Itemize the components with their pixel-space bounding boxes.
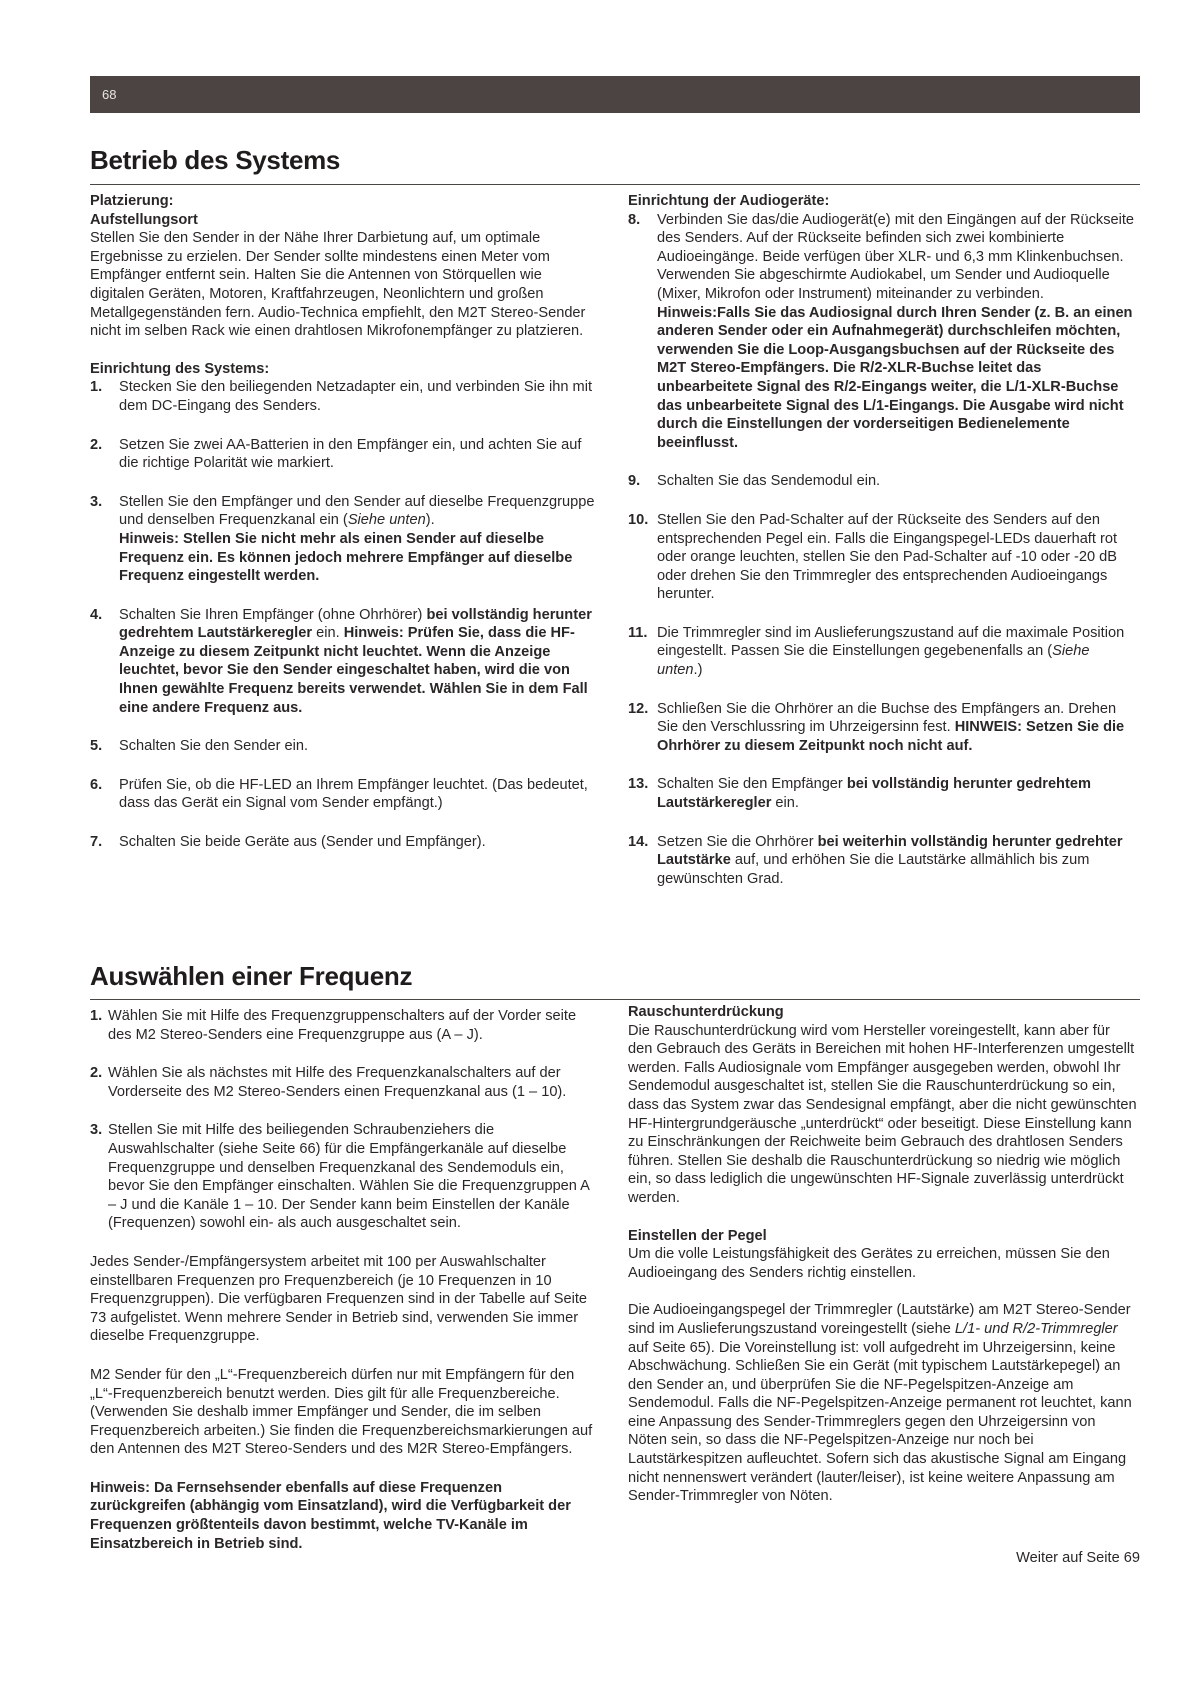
system-heading: Einrichtung des Systems:	[90, 360, 270, 377]
list-number: 6.	[90, 776, 103, 793]
list-item	[90, 833, 600, 852]
section-rule	[90, 184, 1140, 185]
list-text: Die Trimmregler sind im Auslieferungszustand auf die maximale Position eingestellt. Passen Sie die Einstellungen gegebenenfalls an (Siehe unten.)	[657, 624, 1125, 679]
list-text: Schalten Sie den Sender ein.	[119, 738, 309, 755]
list-item	[90, 1121, 600, 1233]
list-text: Schalten Sie beide Geräte aus (Sender und Empfänger).	[119, 834, 486, 851]
continued-note: Weiter auf Seite 69	[1016, 1550, 1140, 1566]
list-item	[90, 606, 600, 718]
paragraph: M2 Sender für den „L“-Frequenzbereich dürfen nur mit Empfängern für den „L“-Frequenzbereich benutzt werden. Dies gilt für alle Frequenzbereiche. (Verwenden Sie deshalb immer Empfänger und Sender, die im selben Frequenzbereich arbeiten.) Sie finden die Frequenzbereichsmarkierungen auf den Antennen des M2T Stereo-Senders und des M2R Stereo-Empfängers.	[90, 1366, 593, 1458]
paragraph: Jedes Sender-/Empfängersystem arbeitet mit 100 per Auswahlschalter einstellbaren Frequenzen pro Frequenzbereich (je 10 Frequenzen in 10 Frequenzgruppen). Die verfügbaren Frequenzen sind in der Tabelle auf Seite 73 aufgelistet. Wenn mehrere Sender in Betrieb sind, verwenden Sie immer dieselbe Frequenzgruppe.	[90, 1253, 588, 1345]
page-header-bar	[90, 76, 1140, 113]
section-title-betrieb: Betrieb des Systems	[90, 145, 341, 175]
list-item	[90, 1007, 600, 1044]
list-text: Stellen Sie den Empfänger und den Sender auf dieselbe Frequenzgruppe und denselben Frequenzkanal ein (Siehe unten).	[119, 493, 595, 529]
levels-text: Um die volle Leistungsfähigkeit des Gerätes zu erreichen, müssen Sie den Audioeingang des Senders richtig einstellen.	[628, 1246, 1110, 1281]
section2-right-column	[628, 1003, 1138, 1506]
list-item	[90, 737, 600, 756]
list-item	[90, 776, 600, 813]
section2-left-column	[90, 1007, 600, 1553]
list-text: Wählen Sie mit Hilfe des Frequenzgruppenschalters auf der Vorder seite des M2 Stereo-Senders eine Frequenzgruppe aus (A – J).	[108, 1008, 577, 1043]
list-item	[90, 493, 600, 586]
list-number: 12.	[628, 700, 649, 717]
list-number: 14.	[628, 833, 649, 850]
list-number: 3.	[90, 1122, 103, 1139]
list-number: 13.	[628, 776, 649, 793]
list-text: Wählen Sie als nächstes mit Hilfe des Frequenzkanalschalters auf der Vorderseite des M2 Stereo-Senders einen Frequenzkanal aus (1 – 10).	[108, 1065, 567, 1100]
list-text: Verbinden Sie das/die Audiogerät(e) mit den Eingängen auf der Rückseite des Senders. Auf der Rückseite befinden sich zwei kombinierte Audioeingänge. Beide verfügen über XLR- und 6,3 mm Klinkenbuchsen. Verwenden Sie abgeschirmte Audiokabel, um Sender und Audioquelle (Mixer, Mikrofon oder Instrument) miteinander zu verbinden. Hinweis:Falls Sie das Audiosignal durch Ihren Sender (z. B. an einen anderen Sender oder ein Aufnahmegerät) durchschleifen möchten, verwenden Sie die Loop-Ausgangsbuchsen auf der Rückseite des M2T Stereo-Empfängers. Die R/2-XLR-Buchse leitet das unbearbeitete Signal des R/2-Eingangs weiter, die L/1-XLR-Buchse das unbearbeitete Signal des L/1-Eingangs. Die Ausgabe wird nicht durch die Einstellungen der vorderseitigen Bedienelemente beeinflusst.	[657, 211, 1135, 451]
list-number: 5.	[90, 738, 103, 755]
list-text: Setzen Sie zwei AA-Batterien in den Empfänger ein, und achten Sie auf die richtige Polarität wie markiert.	[119, 436, 582, 472]
section1-right-column	[628, 192, 1138, 888]
list-item	[628, 211, 1138, 453]
list-text: Setzen Sie die Ohrhörer bei weiterhin vollständig herunter gedrehter Lautstärke auf, und erhöhen Sie die Lautstärke allmählich bis zum gewünschten Grad.	[657, 833, 1123, 887]
audio-heading: Einrichtung der Audiogeräte:	[628, 193, 830, 209]
list-number: 1.	[90, 379, 103, 396]
list-item	[628, 472, 1138, 491]
list-text: Schalten Sie Ihren Empfänger (ohne Ohrhörer) bei vollständig herunter gedrehtem Lautstärkeregler ein. Hinweis: Prüfen Sie, dass die HF-Anzeige zu diesem Zeitpunkt nicht leuchtet. Wenn die Anzeige leuchtet, bevor Sie den Sender eingeschaltet haben, wird die von Ihnen gewählte Frequenz bereits verwendet. Wählen Sie in dem Fall eine andere Frequenz aus.	[119, 606, 592, 716]
list-text: Prüfen Sie, ob die HF-LED an Ihrem Empfänger leuchtet. (Das bedeutet, dass das Gerät ein Signal vom Sender empfängt.)	[119, 776, 588, 812]
list-number: 7.	[90, 834, 103, 851]
list-number: 9.	[628, 473, 641, 490]
list-note: Hinweis: Stellen Sie nicht mehr als einen Sender auf dieselbe Frequenz ein. Es können jedoch mehrere Empfänger auf dieselbe Frequenz eingestellt werden.	[119, 530, 573, 585]
levels-heading: Einstellen der Pegel	[628, 1227, 767, 1244]
placement-subheading: Aufstellungsort	[90, 211, 198, 228]
list-text: Schließen Sie die Ohrhörer an die Buchse des Empfängers an. Drehen Sie den Verschlussring im Uhrzeigersinn fest. HINWEIS: Setzen Sie die Ohrhörer zu diesem Zeitpunkt noch nicht auf.	[657, 700, 1125, 754]
list-item	[628, 624, 1138, 680]
list-number: 8.	[628, 211, 641, 228]
list-text: Stellen Sie mit Hilfe des beiliegenden Schraubenziehers die Auswahlschalter (siehe Seite 66) für die Empfängerkanäle auf dieselbe Frequenzgruppe und denselben Frequenzkanal des Sendemoduls ein, bevor Sie den Empfänger einschalten. Wählen Sie die Frequenzgruppen A – J und die Kanäle 1 – 10. Der Sender kann beim Einstellen der Kanäle (Frequenzen) sowohl ein- als auch ausgeschaltet sein.	[108, 1122, 590, 1232]
list-text: Stellen Sie den Pad-Schalter auf der Rückseite des Senders auf den entsprechenden Pegel ein. Falls die Eingangspegel-LEDs dauerhaft rot oder orange leuchten, stellen Sie den Pad-Schalter auf -10 oder -20 dB oder drehen Sie den Trimmregler des entsprechenden Audioeingangs herunter.	[657, 511, 1118, 603]
list-item	[90, 1064, 600, 1101]
placement-heading: Platzierung:	[90, 193, 174, 209]
section-title-frequenz: Auswählen einer Frequenz	[90, 961, 413, 991]
list-item	[90, 436, 600, 473]
list-text: Schalten Sie das Sendemodul ein.	[657, 473, 881, 490]
list-number: 10.	[628, 511, 649, 528]
note-paragraph: Hinweis: Da Fernsehsender ebenfalls auf diese Frequenzen zurückgreifen (abhängig vom Einsatzland), wird die Verfügbarkeit der Frequenzen größtenteils davon bestimmt, welche TV-Kanäle im Einsatzbereich in Betrieb sind.	[90, 1479, 571, 1552]
list-number: 4.	[90, 606, 103, 623]
noise-heading: Rauschunterdrückung	[628, 1004, 784, 1020]
list-number: 2.	[90, 436, 103, 453]
list-text: Schalten Sie den Empfänger bei vollständig herunter gedrehtem Lautstärkeregler ein.	[657, 776, 1091, 812]
page-number: 68	[102, 87, 117, 102]
list-item	[628, 833, 1138, 889]
section-rule	[90, 999, 1140, 1000]
list-item	[90, 378, 600, 415]
placement-text: Stellen Sie den Sender in der Nähe Ihrer Darbietung auf, um optimale Ergebnisse zu erzielen. Der Sender sollte mindestens einen Meter vom Empfänger entfernt sein. Halten Sie die Antennen von Störquellen wie digitalen Geräten, Motoren, Kraftfahrzeugen, Neonlichtern und großen Metallgegenständen fern. Audio-Technica empfiehlt, den M2T Stereo-Sender nicht im selben Rack wie einen drahtlosen Mikrofonempfänger zu platzieren.	[90, 230, 586, 340]
list-item	[628, 775, 1138, 812]
list-number: 3.	[90, 493, 103, 510]
list-text: Stecken Sie den beiliegenden Netzadapter ein, und verbinden Sie ihn mit dem DC-Eingang des Senders.	[119, 379, 592, 414]
section1-left-column	[90, 192, 600, 852]
list-number: 1.	[90, 1008, 103, 1024]
list-number: 11.	[628, 624, 648, 641]
list-item	[628, 511, 1138, 604]
noise-text: Die Rauschunterdrückung wird vom Hersteller voreingestellt, kann aber für den Gebrauch des Geräts in Bereichen mit hohen HF-Interferenzen umgestellt werden. Falls Audiosignale vom Empfänger ausgegeben werden, obwohl Ihr Sendemodul ausgeschaltet ist, stellen Sie die Rauschunterdrückung so ein, dass das System zwar das Sendesignal empfängt, aber die nicht gewünschten HF-Hintergrundgeräusche „unterdrückt“ oder beseitigt. Diese Einstellung kann zu Einschränkungen der Reichweite beim Gebrauch des drahtlosen Senders führen. Stellen Sie deshalb die Rauschunterdrückung so niedrig wie möglich ein, so dass lediglich die ungewünschten HF-Signale zuverlässig unterdrückt werden.	[628, 1022, 1137, 1206]
levels-text: Die Audioeingangspegel der Trimmregler (Lautstärke) am M2T Stereo-Sender sind im Auslieferungszustand voreingestellt (siehe L/1- und R/2-Trimmregler auf Seite 65). Die Voreinstellung ist: voll aufgedreht im Uhrzeigersinn, keine Abschwächung. Schließen Sie ein Gerät (mit typischem Lautstärkepegel) an den Sender an, und überprüfen Sie die NF-Pegelspitzen-Anzeige am Sendemodul. Falls die NF-Pegelspitzen-Anzeige permanent rot leuchtet, kann eine Anpassung des Sender-Trimmreglers gegen den Uhrzeigersinn von Nöten sein, so dass die NF-Pegelspitzen-Anzeige nur noch bei Lautstärkespitzen aufleuchtet. Sofern sich das akustische Signal am Eingang nicht nennenswert verändert (lauter/leiser), ist keine weitere Anpassung am Sender-Trimmregler von Nöten.	[628, 1302, 1132, 1505]
list-item	[628, 700, 1138, 756]
list-number: 2.	[90, 1065, 103, 1082]
